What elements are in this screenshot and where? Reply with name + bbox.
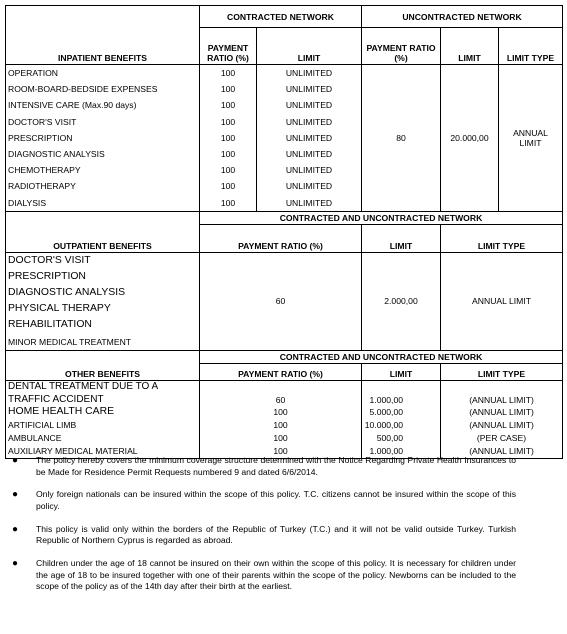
list-item: PHYSICAL THERAPY bbox=[8, 303, 111, 315]
note-item bbox=[12, 523, 516, 547]
list-item: 100 bbox=[220, 84, 236, 95]
note-item bbox=[12, 489, 516, 512]
list-item: UNLIMITED bbox=[285, 197, 333, 208]
note-item bbox=[12, 455, 516, 478]
inpatient-title: INPATIENT BENEFITS bbox=[6, 6, 200, 65]
uncontracted-network-header: UNCONTRACTED NETWORK bbox=[362, 6, 563, 28]
list-item: DIAGNOSTIC ANALYSIS bbox=[8, 287, 126, 299]
other-title: OTHER BENEFITS bbox=[6, 350, 200, 380]
uncontracted-limit: 20.000,00 bbox=[441, 65, 499, 212]
list-item: HOME HEALTH CARE bbox=[8, 406, 115, 418]
bullet-icon: ● bbox=[12, 489, 19, 501]
list-item: 10.000,00 bbox=[364, 420, 403, 431]
bullet-icon: ● bbox=[12, 523, 19, 535]
list-item: UNLIMITED bbox=[285, 165, 333, 176]
other-limit-header: LIMIT bbox=[362, 363, 441, 380]
note-text: The policy hereby covers the minimum coverage structure determined with the Notice Regarding Private Health Insurances to be Made for Residence Permit Requests numbered 9 and dated 6/6/2014. bbox=[36, 455, 516, 477]
bullet-icon: ● bbox=[12, 558, 19, 570]
list-item: (ANNUAL LIMIT) bbox=[469, 394, 534, 405]
list-item: UNLIMITED bbox=[285, 116, 333, 127]
list-item: 1.000,00 bbox=[369, 445, 403, 456]
inpatient-ratio-list bbox=[200, 65, 257, 212]
other-limit-list bbox=[362, 380, 441, 458]
list-item: (ANNUAL LIMIT) bbox=[469, 445, 534, 456]
list-item: DIALYSIS bbox=[8, 197, 47, 208]
list-item: AMBULANCE bbox=[8, 433, 62, 443]
uncontracted-limit-header: LIMIT bbox=[441, 28, 499, 65]
list-item: 5.000,00 bbox=[369, 407, 403, 418]
other-limit-type-header: LIMIT TYPE bbox=[441, 363, 563, 380]
other-payment-ratio-header: PAYMENT RATIO (%) bbox=[200, 363, 362, 380]
limit-type-line: LIMIT bbox=[519, 137, 542, 148]
bullet-icon: ● bbox=[12, 455, 19, 466]
other-network-header: CONTRACTED AND UNCONTRACTED NETWORK bbox=[200, 350, 563, 363]
list-item: (ANNUAL LIMIT) bbox=[469, 407, 534, 418]
list-item: UNLIMITED bbox=[285, 84, 333, 95]
other-limit-type-list bbox=[441, 380, 563, 458]
outpatient-payment-ratio-header: PAYMENT RATIO (%) bbox=[200, 224, 362, 252]
uncontracted-limit-type bbox=[499, 65, 563, 212]
list-item: RADIOTHERAPY bbox=[8, 181, 76, 192]
list-item: DIAGNOSTIC ANALYSIS bbox=[8, 148, 105, 159]
list-item: DENTAL TREATMENT DUE TO A TRAFFIC ACCIDENT bbox=[8, 380, 158, 405]
list-item: CHEMOTHERAPY bbox=[8, 165, 81, 176]
list-item: (ANNUAL LIMIT) bbox=[469, 420, 534, 431]
outpatient-limit-type: ANNUAL LIMIT bbox=[441, 252, 563, 350]
contracted-payment-ratio-header: PAYMENT RATIO (%) bbox=[200, 28, 257, 65]
list-item: PRESCRIPTION bbox=[8, 270, 86, 282]
outpatient-title: OUTPATIENT BENEFITS bbox=[6, 211, 200, 252]
list-item: 100 bbox=[220, 165, 236, 176]
list-item: OPERATION bbox=[8, 68, 58, 78]
outpatient-ratio: 60 bbox=[200, 252, 362, 350]
list-item: 100 bbox=[220, 100, 236, 111]
list-item: 1.000,00 bbox=[369, 394, 403, 405]
list-item: UNLIMITED bbox=[285, 132, 333, 143]
list-item: 100 bbox=[273, 445, 288, 456]
outpatient-limit-header: LIMIT bbox=[362, 224, 441, 252]
list-item: AUXILIARY MEDICAL MATERIAL bbox=[8, 445, 138, 456]
list-item: UNLIMITED bbox=[285, 181, 333, 192]
list-item: INTENSIVE CARE (Max.90 days) bbox=[8, 100, 137, 111]
other-benefit-list bbox=[6, 380, 200, 458]
list-item: ROOM-BOARD-BEDSIDE EXPENSES bbox=[8, 84, 158, 95]
list-item: 100 bbox=[273, 407, 288, 418]
list-item: 100 bbox=[273, 420, 288, 431]
uncontracted-limit-type-header: LIMIT TYPE bbox=[499, 28, 563, 65]
policy-notes bbox=[12, 455, 516, 604]
note-text: Children under the age of 18 cannot be insured on their own within the scope of this policy. It is necessary for children under the age of 18 to be insured together with one of their parents within the scope of the policy. Newborns can be included to the scope of the policy as of the 14th day after their birth at the earliest. bbox=[36, 558, 516, 592]
note-text: Only foreign nationals can be insured within the scope of this policy. T.C. citizens cannot be insured within the scope of this policy. bbox=[36, 489, 516, 511]
benefits-table bbox=[5, 5, 563, 459]
list-item: (PER CASE) bbox=[476, 433, 527, 443]
note-item bbox=[12, 558, 516, 593]
list-item: 100 bbox=[273, 433, 288, 443]
list-item: 100 bbox=[220, 197, 236, 208]
uncontracted-ratio: 80 bbox=[362, 65, 441, 212]
list-item: MINOR MEDICAL TREATMENT bbox=[8, 336, 132, 347]
outpatient-limit-type-header: LIMIT TYPE bbox=[441, 224, 563, 252]
list-item: ARTIFICIAL LIMB bbox=[8, 420, 77, 431]
list-item: 100 bbox=[220, 116, 236, 127]
list-item: REHABILITATION bbox=[8, 319, 92, 331]
list-item: 500,00 bbox=[376, 433, 403, 443]
inpatient-benefit-list bbox=[6, 65, 200, 212]
contracted-limit-header: LIMIT bbox=[257, 28, 362, 65]
list-item: DOCTOR'S VISIT bbox=[8, 116, 77, 127]
uncontracted-payment-ratio-header: PAYMENT RATIO (%) bbox=[362, 28, 441, 65]
list-item: PRESCRIPTION bbox=[8, 132, 73, 143]
list-item: DOCTOR'S VISIT bbox=[8, 254, 91, 266]
inpatient-limit-list bbox=[257, 65, 362, 212]
list-item: 100 bbox=[220, 68, 236, 78]
note-text: This policy is valid only within the borders of the Republic of Turkey (T.C.) and it will not be valid outside Turkey. Turkish Republic of Northern Cyprus is regarded as abroad. bbox=[36, 523, 516, 546]
outpatient-benefit-list bbox=[6, 252, 200, 350]
list-item: UNLIMITED bbox=[285, 100, 333, 111]
list-item: 60 bbox=[275, 394, 286, 405]
list-item: 100 bbox=[220, 181, 236, 192]
limit-type-line: ANNUAL bbox=[513, 127, 548, 138]
outpatient-limit: 2.000,00 bbox=[362, 252, 441, 350]
list-item: UNLIMITED bbox=[285, 68, 333, 78]
list-item: 100 bbox=[220, 148, 236, 159]
contracted-network-header: CONTRACTED NETWORK bbox=[200, 6, 362, 28]
list-item: 100 bbox=[220, 132, 236, 143]
list-item: UNLIMITED bbox=[285, 148, 333, 159]
outpatient-network-header: CONTRACTED AND UNCONTRACTED NETWORK bbox=[200, 211, 563, 224]
other-ratio-list bbox=[200, 380, 362, 458]
